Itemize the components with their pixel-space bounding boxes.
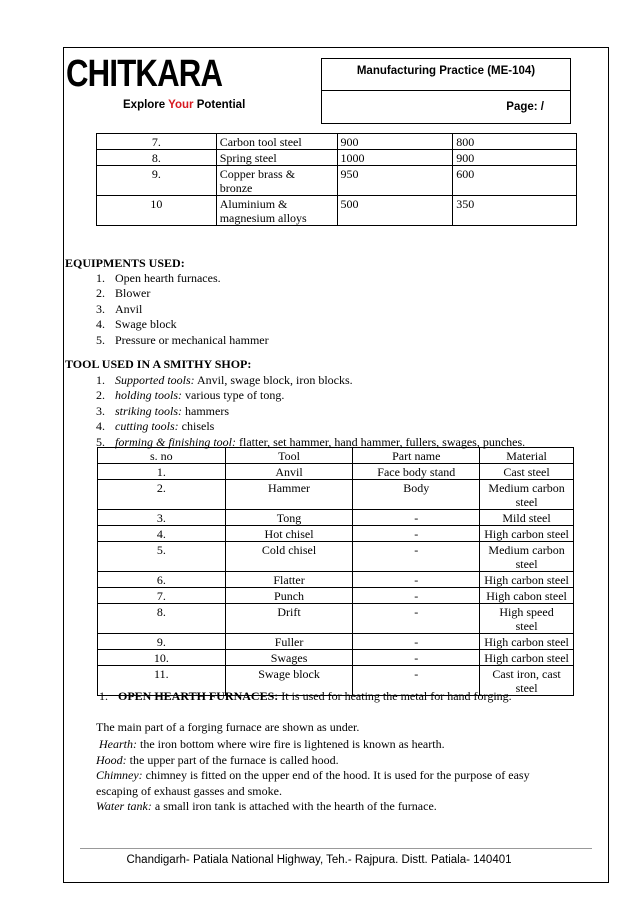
list-item <box>96 302 142 317</box>
table-row <box>98 572 574 588</box>
column-header: s. no <box>98 448 226 464</box>
furnace-part <box>96 784 282 799</box>
tool-name: Punch <box>225 588 353 604</box>
tool-name: Anvil <box>225 464 353 480</box>
part-name: Body <box>353 480 480 510</box>
part-term: Hood: <box>96 752 127 767</box>
column-header: Material <box>480 448 574 464</box>
part-name: - <box>353 526 480 542</box>
value-cell: 900 <box>337 134 453 150</box>
footer-address: Chandigarh- Patiala National Highway, Teh.- Rajpura. Distt. Patiala- 140401 <box>126 854 512 866</box>
list-number: 1. <box>96 373 105 387</box>
table-row <box>97 196 577 226</box>
row-number: 2. <box>98 480 226 510</box>
furnace-heading: 1. OPEN HEARTH FURNACES: It is used for heating the metal for hand forging. <box>99 689 512 703</box>
tool-name: Fuller <box>225 634 353 650</box>
row-number: 11. <box>98 666 226 696</box>
material-cell: High carbon steel <box>480 572 574 588</box>
list-number: 4. <box>96 317 105 332</box>
part-name: - <box>353 634 480 650</box>
row-number: 8. <box>97 150 217 166</box>
row-number: 9. <box>97 166 217 196</box>
value-cell: 350 <box>453 196 577 226</box>
table-row <box>98 588 574 604</box>
list-text: Blower <box>115 286 151 301</box>
material-cell: High speed steel <box>480 604 574 634</box>
row-number: 3. <box>98 510 226 526</box>
value-cell: 950 <box>337 166 453 196</box>
tool-name: Tong <box>225 510 353 526</box>
row-number: 5. <box>98 542 226 572</box>
table-row <box>97 134 577 150</box>
row-number: 7. <box>97 134 217 150</box>
part-term: Water tank: <box>96 799 152 814</box>
furnace-part <box>99 737 445 752</box>
list-number: 4. <box>96 419 105 434</box>
table-row <box>98 542 574 572</box>
tool-category: forming & finishing tool: <box>115 434 237 449</box>
material-name: Carbon tool steel <box>216 134 337 150</box>
material-cell: High carbon steel <box>480 526 574 542</box>
list-item <box>96 271 221 286</box>
material-name: Copper brass & bronze <box>216 166 337 196</box>
table-row <box>98 526 574 542</box>
material-cell: Medium carbon steel <box>480 480 574 510</box>
table-row <box>98 510 574 526</box>
part-name: Face body stand <box>353 464 480 480</box>
material-cell: High cabon steel <box>480 588 574 604</box>
material-cell: Cast iron, cast steel <box>480 666 574 696</box>
material-cell: Medium carbon steel <box>480 542 574 572</box>
tool-category: Supported tools: <box>115 373 195 387</box>
tool-category: cutting tools: <box>115 419 179 434</box>
row-number: 10. <box>98 650 226 666</box>
part-name: - <box>353 588 480 604</box>
row-number: 1. <box>98 464 226 480</box>
row-number: 7. <box>98 588 226 604</box>
tool-category: holding tools: <box>115 388 183 403</box>
materials-table <box>96 133 577 226</box>
part-name: - <box>353 650 480 666</box>
tool-description: flatter, set hammer, hand hammer, fullers, swages, punches. <box>236 434 526 449</box>
value-cell: 1000 <box>337 150 453 166</box>
list-number: 5. <box>96 332 105 347</box>
tool-description: hammers <box>182 403 230 418</box>
logo-wordmark: CHITKARA <box>66 53 223 95</box>
part-description: the iron bottom where wire fire is lightened is known as hearth. <box>137 737 445 751</box>
row-number: 10 <box>97 196 217 226</box>
part-name: - <box>353 542 480 572</box>
tool-name: Drift <box>225 604 353 634</box>
page-label: Page: / <box>506 101 544 113</box>
tool-name: Hammer <box>225 480 353 510</box>
material-cell: High carbon steel <box>480 634 574 650</box>
part-name: - <box>353 510 480 526</box>
tool-description: various type of tong. <box>182 388 285 403</box>
part-description: a small iron tank is attached with the hearth of the furnace. <box>151 799 437 814</box>
furnace-intro: The main part of a forging furnace are shown as under. <box>96 720 360 734</box>
tool-name: Hot chisel <box>225 526 353 542</box>
tool-category: striking tools: <box>115 403 183 418</box>
list-item <box>96 373 353 388</box>
table-row <box>98 464 574 480</box>
course-title: Manufacturing Practice (ME-104) <box>356 65 536 77</box>
tools-heading: TOOL USED IN A SMITHY SHOP: <box>65 357 252 371</box>
table-row <box>97 150 577 166</box>
list-text: Anvil <box>115 301 143 316</box>
part-description: escaping of exhaust gasses and smoke. <box>96 783 282 798</box>
row-number: 4. <box>98 526 226 542</box>
table-row <box>98 604 574 634</box>
value-cell: 600 <box>453 166 577 196</box>
list-text: Pressure or mechanical hammer <box>115 332 269 347</box>
tools-table <box>97 447 574 696</box>
tools-table-header <box>98 448 574 464</box>
material-cell: High carbon steel <box>480 650 574 666</box>
tool-description: Anvil, swage block, iron blocks. <box>194 373 353 387</box>
material-cell: Mild steel <box>480 510 574 526</box>
list-number: 3. <box>96 301 105 316</box>
material-cell: Cast steel <box>480 464 574 480</box>
equipments-heading: EQUIPMENTS USED: <box>65 256 185 270</box>
part-name: - <box>353 604 480 634</box>
footer-divider <box>80 848 592 849</box>
table-row <box>98 480 574 510</box>
list-number: 2. <box>96 286 105 301</box>
list-number: 3. <box>96 403 105 418</box>
tool-name: Swage block <box>225 666 353 696</box>
material-name: Aluminium & magnesium alloys <box>216 196 337 226</box>
tool-description: chisels <box>178 419 215 434</box>
list-item <box>96 404 229 419</box>
list-item <box>96 333 269 348</box>
column-header: Tool <box>225 448 353 464</box>
furnace-part <box>96 753 339 768</box>
table-row <box>98 650 574 666</box>
table-row <box>97 166 577 196</box>
table-row <box>98 634 574 650</box>
list-number: 1. <box>96 271 105 285</box>
list-item <box>96 419 214 434</box>
part-description: the upper part of the furnace is called hood. <box>126 752 339 767</box>
value-cell: 900 <box>453 150 577 166</box>
logo-tagline: Explore Your Potential <box>123 99 246 111</box>
list-number: 2. <box>96 388 105 403</box>
list-item <box>96 317 177 332</box>
list-item <box>96 388 284 403</box>
value-cell: 800 <box>453 134 577 150</box>
material-name: Spring steel <box>216 150 337 166</box>
list-item <box>96 286 150 301</box>
list-text: Open hearth furnaces. <box>115 271 221 285</box>
part-name: - <box>353 666 480 696</box>
tool-name: Flatter <box>225 572 353 588</box>
value-cell: 500 <box>337 196 453 226</box>
list-text: Swage block <box>115 317 177 332</box>
part-term: Hearth: <box>99 737 137 751</box>
header-box <box>321 58 571 124</box>
list-number: 5. <box>96 434 105 449</box>
part-term: Chimney: <box>96 768 143 783</box>
tool-name: Cold chisel <box>225 542 353 572</box>
chitkara-logo <box>66 53 316 111</box>
furnace-part <box>96 768 530 783</box>
column-header: Part name <box>353 448 480 464</box>
tool-name: Swages <box>225 650 353 666</box>
row-number: 8. <box>98 604 226 634</box>
part-name: - <box>353 572 480 588</box>
row-number: 9. <box>98 634 226 650</box>
part-description: chimney is fitted on the upper end of the hood. It is used for the purpose of easy <box>142 768 530 783</box>
furnace-part <box>96 799 437 814</box>
header-divider <box>322 90 570 91</box>
row-number: 6. <box>98 572 226 588</box>
